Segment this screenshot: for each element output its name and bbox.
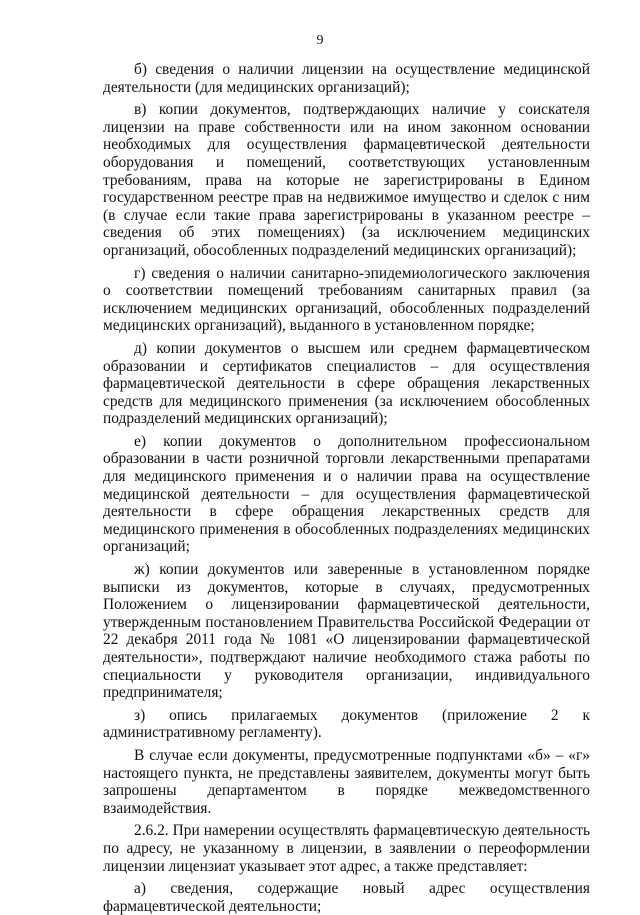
paragraph-zh-work-experience: ж) копии документов или заверенные в установленном порядке выписки из документов, которые в случаях, предусмотренных Положением о лицензировании фармацевтической деятельности, утвержденным постановлением Правительства Российской Федерации от 22 декабря 2011 года № 1081 «О лицензировании фармацевтической деятельности», подтверждают наличие необходимого стажа работы по специальности у руководителя организации, индивидуального предпринимателя;	[103, 561, 590, 702]
paragraph-interagency-request: В случае если документы, предусмотренные подпунктами «б» – «г» настоящего пункта, не представлены заявителем, документы могут быть запрошены департаментом в порядке межведомственного взаимодействия.	[103, 746, 590, 817]
paragraph-v-premises-documents: в) копии документов, подтверждающих наличие у соискателя лицензии на праве собственности или на ином законном основании необходимых для осуществления фармацевтической деятельности оборудования и помещений, соответствующих установленным требованиям, права на которые не зарегистрированы в Едином государственном реестре прав на недвижимое имущество и сделок с ним (в случае если такие права зарегистрированы в указанном реестре – сведения об этих помещениях) (за исключением медицинских организаций, обособленных подразделений медицинских организаций);	[103, 101, 590, 259]
paragraph-a-new-address-info: а) сведения, содержащие новый адрес осуществления фармацевтической деятельности;	[103, 880, 590, 915]
paragraph-b-medical-license-info: б) сведения о наличии лицензии на осуществление медицинской деятельности (для медицинских организаций);	[103, 61, 590, 96]
paragraph-z-document-inventory: з) опись прилагаемых документов (приложение 2 к административному регламенту).	[103, 706, 590, 742]
paragraph-g-sanitary-conclusion: г) сведения о наличии санитарно-эпидемиологического заключения о соответствии помещений требованиям санитарных правил (за исключением медицинских организаций, обособленных подразделений медицинских организаций), выданного в установленном порядке;	[103, 264, 590, 335]
paragraph-d-education-documents: д) копии документов о высшем или среднем фармацевтическом образовании и сертификатов специалистов – для осуществления фармацевтической деятельности в сфере обращения лекарственных средств для медицинского применения (за исключением обособленных подразделений медицинских организаций);	[103, 339, 590, 428]
page-number: 9	[316, 33, 324, 48]
paragraph-2-6-2-new-address: 2.6.2. При намерении осуществлять фармацевтическую деятельность по адресу, не указанному в лицензии, в заявлении о переоформлении лицензии лицензиат указывает этот адрес, а также представляет:	[103, 822, 590, 875]
paragraph-e-additional-education: е) копии документов о дополнительном профессиональном образовании в части розничной торговли лекарственными препаратами для медицинского применения и о наличии права на осуществление медицинской деятельности – для осуществления фармацевтической деятельности в сфере обращения лекарственных средств для медицинского применения в обособленных подразделениях медицинских организаций;	[103, 432, 590, 556]
document-body	[103, 61, 590, 915]
